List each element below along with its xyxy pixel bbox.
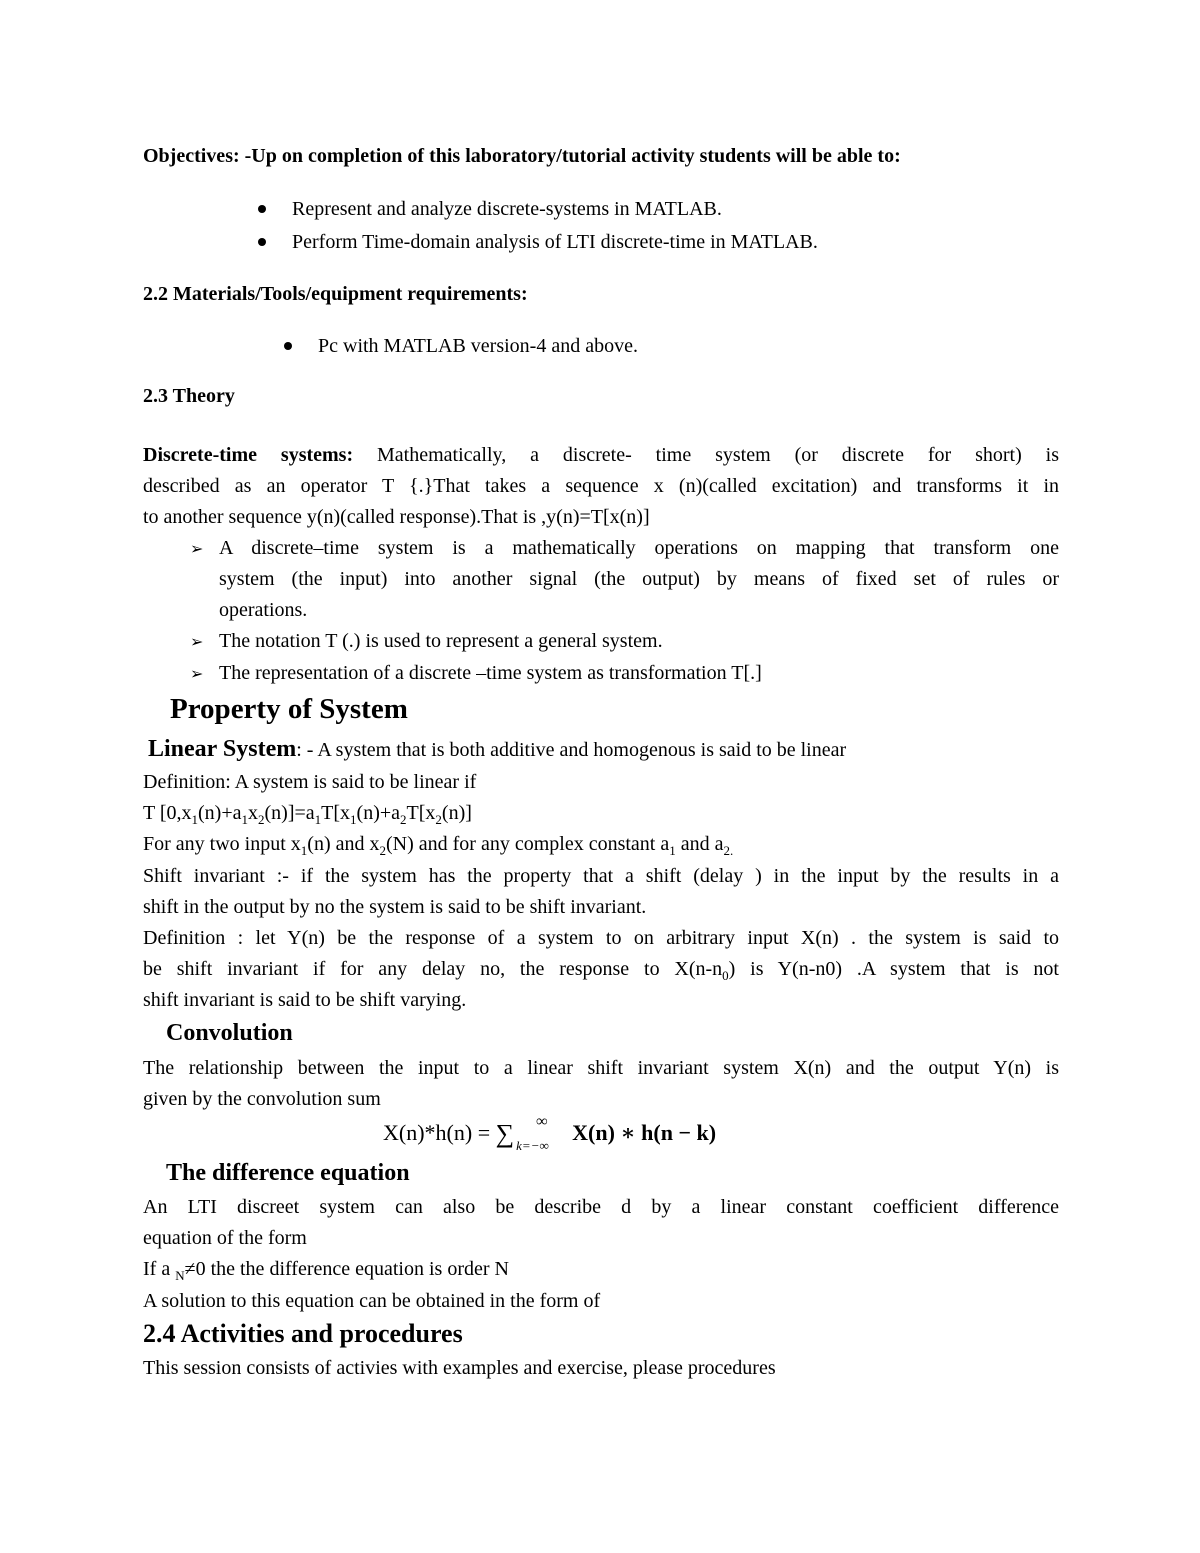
arrow-bullet-icon: ➢ <box>190 541 204 558</box>
difference-line: An LTI discreet system can also be describe d by a linear constant coefficient difference <box>143 1196 1059 1218</box>
theory-paragraph-line: described as an operator T {.}That takes a sequence x (n)(called excitation) and transforms it in <box>143 475 1059 497</box>
shift-invariant-line: shift in the output by no the system is said to be shift invariant. <box>143 896 647 918</box>
convolution-equation: X(n)*h(n) = ∑ ∞ k=−∞ X(n) ∗ h(n − k) <box>383 1113 717 1153</box>
discrete-time-label: Discrete-time systems: <box>143 444 354 466</box>
objectives-label: Objectives: <box>143 145 240 167</box>
definition-line: Definition: A system is said to be linear if <box>143 771 477 793</box>
arrow-bullet-icon: ➢ <box>190 666 204 683</box>
convolution-line: given by the convolution sum <box>143 1088 381 1110</box>
arrow-item-line: system (the input) into another signal (the output) by means of fixed set of rules or <box>219 568 1059 590</box>
linear-system-line <box>148 734 1064 764</box>
arrow-item-line: The representation of a discrete –time system as transformation T[.] <box>219 662 762 684</box>
bullet-icon <box>258 230 266 254</box>
convolution-heading: Convolution <box>166 1020 293 1046</box>
activities-line: This session consists of activies with examples and exercise, please procedures <box>143 1357 776 1379</box>
linearity-formula: T $[0,x_1(n)+a_1x_2(n)]=a_1T[x_1(n)+a_2T[x_2(n)]$ <box>143 802 472 827</box>
shift-invariant-line: Shift invariant :- if the system has the property that a shift (delay ) in the input by the results in a <box>143 865 1059 887</box>
difference-line: If a $_N$≠0 the the difference equation is order N <box>143 1258 509 1283</box>
materials-heading: 2.2 Materials/Tools/equipment requirements: <box>143 283 528 305</box>
definition-2-line: be shift invariant if for any delay no, the response to $X(n-n_0)$ is Y(n-n0) .A system that is not <box>143 958 1059 983</box>
theory-heading: 2.3 Theory <box>143 385 235 407</box>
bullet-icon <box>284 334 292 358</box>
bullet-icon <box>258 197 266 221</box>
theory-paragraph-line <box>143 443 1059 467</box>
objective-item: Represent and analyze discrete-systems in MATLAB. <box>292 198 722 220</box>
difference-line: A solution to this equation can be obtained in the form of <box>143 1290 601 1312</box>
difference-line: equation of the form <box>143 1227 307 1249</box>
for-any-line: For any two input $x_1(n)$ and $x_2(N)$ and for any complex constant $a_1$ and $a_{2.}$ <box>143 833 734 858</box>
theory-paragraph-line: to another sequence y(n)(called response).That is ,y(n)=T[x(n)] <box>143 506 650 528</box>
materials-item: Pc with MATLAB version-4 and above. <box>318 335 638 357</box>
definition-2-line: shift invariant is said to be shift varying. <box>143 989 467 1011</box>
objectives-text: -Up on completion of this laboratory/tutorial activity students will be able to: <box>239 145 901 167</box>
objectives-line <box>143 144 1059 168</box>
theory-text: Mathematically, a discrete- time system (or discrete for short) is <box>353 444 1059 466</box>
arrow-bullet-icon: ➢ <box>190 634 204 651</box>
arrow-item-line: operations. <box>219 599 308 621</box>
linear-system-label: Linear System <box>148 736 297 762</box>
convolution-line: The relationship between the input to a linear shift invariant system X(n) and the output Y(n) is <box>143 1057 1059 1079</box>
difference-heading: The difference equation <box>166 1160 410 1186</box>
linear-system-text: : - A system that is both additive and homogenous is said to be linear <box>296 739 847 761</box>
arrow-item-line: A discrete–time system is a mathematically operations on mapping that transform one <box>219 537 1059 559</box>
objective-item: Perform Time-domain analysis of LTI discrete-time in MATLAB. <box>292 231 818 253</box>
activities-heading: 2.4 Activities and procedures <box>143 1319 463 1348</box>
property-heading: Property of System <box>170 693 408 725</box>
arrow-item-line: The notation T (.) is used to represent a general system. <box>219 630 663 652</box>
definition-2-line: Definition : let Y(n) be the response of a system to on arbitrary input X(n) . the system is said to <box>143 927 1059 949</box>
